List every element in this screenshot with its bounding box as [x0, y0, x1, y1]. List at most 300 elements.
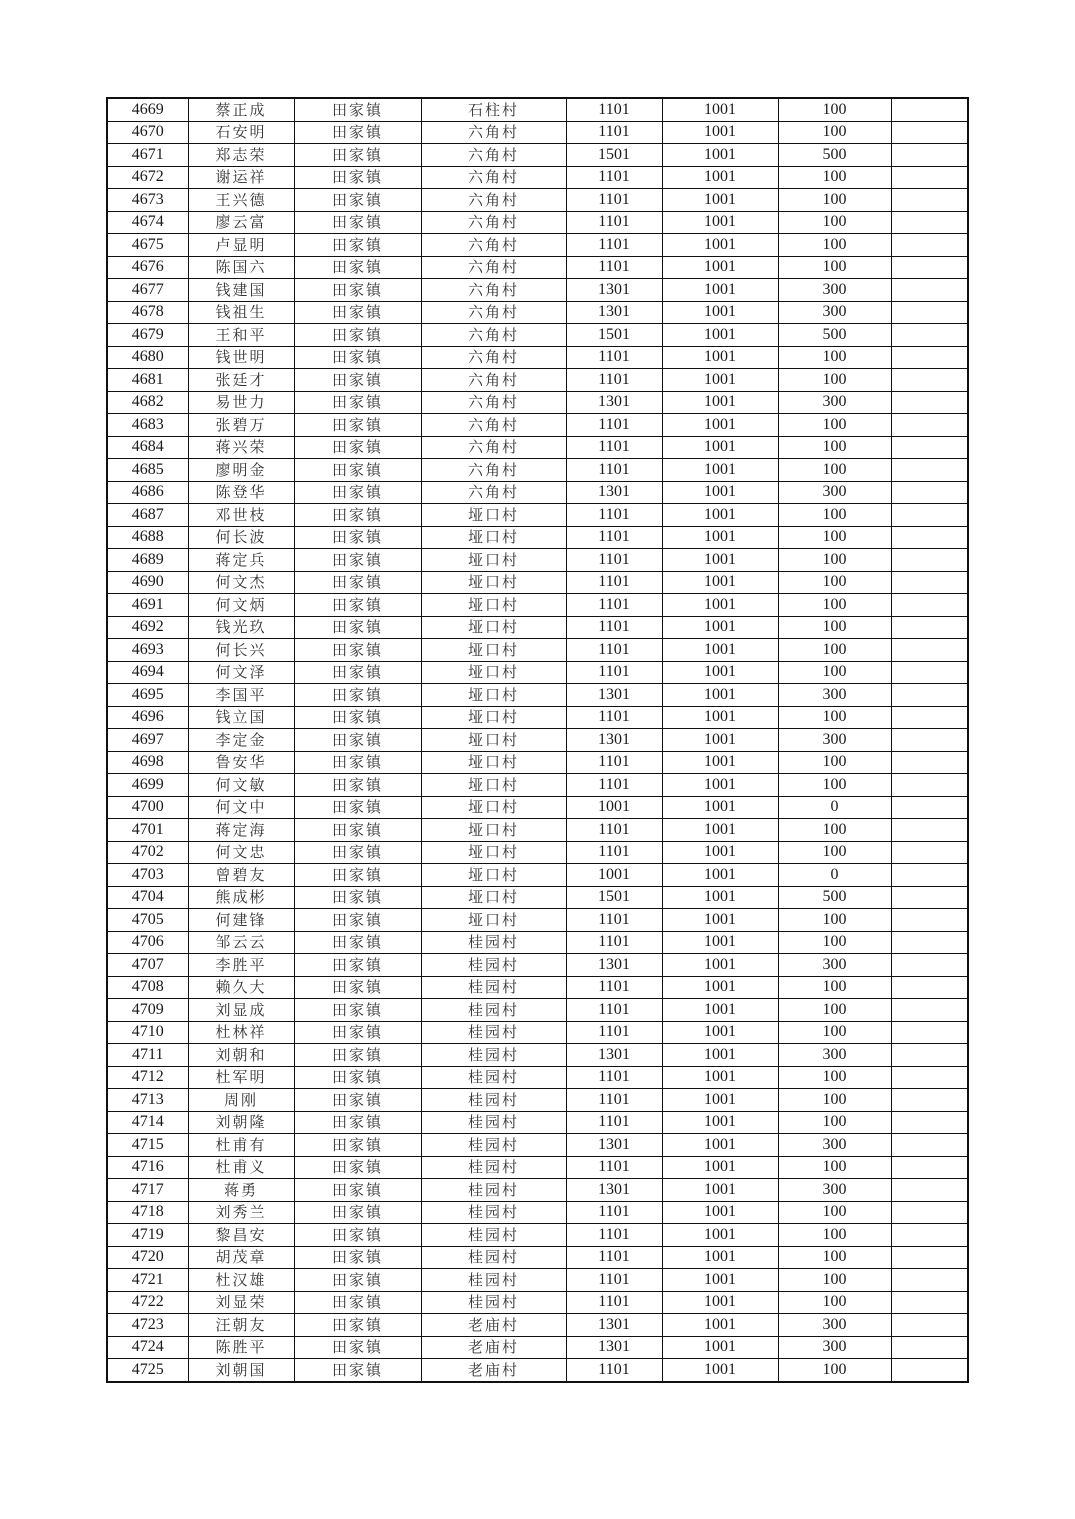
table-row: [107, 796, 968, 819]
serial-number-cell: 4721: [107, 1269, 188, 1292]
serial-number-cell: 4716: [107, 1156, 188, 1179]
code-b-cell: 1001: [662, 346, 778, 369]
code-b-cell: 1001: [662, 1066, 778, 1089]
table-row: [107, 301, 968, 324]
village-cell: 垭口村: [421, 819, 566, 842]
code-b-cell: 1001: [662, 684, 778, 707]
code-b-cell: 1001: [662, 211, 778, 234]
code-b-cell: 1001: [662, 751, 778, 774]
code-a-cell: 1101: [566, 346, 662, 369]
code-a-cell: 1101: [566, 1246, 662, 1269]
amount-cell: 100: [778, 369, 891, 392]
village-cell: 垭口村: [421, 504, 566, 527]
table-row: [107, 279, 968, 302]
amount-cell: 100: [778, 751, 891, 774]
serial-number-cell: 4671: [107, 144, 188, 167]
remark-cell: [891, 864, 968, 887]
village-cell: 垭口村: [421, 864, 566, 887]
amount-cell: 300: [778, 954, 891, 977]
village-cell: 六角村: [421, 481, 566, 504]
amount-cell: 100: [778, 1089, 891, 1112]
village-cell: 桂园村: [421, 1201, 566, 1224]
table-row: [107, 1044, 968, 1067]
code-b-cell: 1001: [662, 1224, 778, 1247]
village-cell: 垭口村: [421, 549, 566, 572]
amount-cell: 100: [778, 121, 891, 144]
code-a-cell: 1101: [566, 841, 662, 864]
serial-number-cell: 4681: [107, 369, 188, 392]
table-row: [107, 256, 968, 279]
table-row: [107, 684, 968, 707]
village-cell: 桂园村: [421, 1179, 566, 1202]
amount-cell: 100: [778, 1201, 891, 1224]
village-cell: 垭口村: [421, 661, 566, 684]
serial-number-cell: 4708: [107, 976, 188, 999]
town-cell: 田家镇: [294, 346, 421, 369]
table-row: [107, 121, 968, 144]
village-cell: 桂园村: [421, 1044, 566, 1067]
remark-cell: [891, 279, 968, 302]
code-b-cell: 1001: [662, 796, 778, 819]
code-b-cell: 1001: [662, 166, 778, 189]
town-cell: 田家镇: [294, 98, 421, 121]
serial-number-cell: 4672: [107, 166, 188, 189]
table-row: [107, 841, 968, 864]
remark-cell: [891, 324, 968, 347]
table-row: [107, 999, 968, 1022]
serial-number-cell: 4682: [107, 391, 188, 414]
serial-number-cell: 4711: [107, 1044, 188, 1067]
remark-cell: [891, 144, 968, 167]
village-cell: 桂园村: [421, 1156, 566, 1179]
name-cell: 何文杰: [188, 571, 294, 594]
name-cell: 李定金: [188, 729, 294, 752]
village-cell: 垭口村: [421, 571, 566, 594]
name-cell: 谢运祥: [188, 166, 294, 189]
table-row: [107, 1089, 968, 1112]
amount-cell: 300: [778, 1179, 891, 1202]
serial-number-cell: 4673: [107, 189, 188, 212]
town-cell: 田家镇: [294, 1066, 421, 1089]
amount-cell: 100: [778, 234, 891, 257]
name-cell: 蒋兴荣: [188, 436, 294, 459]
village-cell: 垭口村: [421, 616, 566, 639]
town-cell: 田家镇: [294, 976, 421, 999]
town-cell: 田家镇: [294, 1201, 421, 1224]
remark-cell: [891, 391, 968, 414]
code-a-cell: 1101: [566, 1291, 662, 1314]
village-cell: 老庙村: [421, 1314, 566, 1337]
village-cell: 桂园村: [421, 976, 566, 999]
remark-cell: [891, 639, 968, 662]
name-cell: 李国平: [188, 684, 294, 707]
town-cell: 田家镇: [294, 256, 421, 279]
remark-cell: [891, 1291, 968, 1314]
name-cell: 何建锋: [188, 909, 294, 932]
table-row: [107, 1336, 968, 1359]
village-cell: 六角村: [421, 324, 566, 347]
code-b-cell: 1001: [662, 1044, 778, 1067]
table-row: [107, 1156, 968, 1179]
remark-cell: [891, 98, 968, 121]
village-cell: 垭口村: [421, 751, 566, 774]
code-a-cell: 1101: [566, 1021, 662, 1044]
village-cell: 桂园村: [421, 1291, 566, 1314]
town-cell: 田家镇: [294, 1134, 421, 1157]
code-a-cell: 1101: [566, 751, 662, 774]
town-cell: 田家镇: [294, 414, 421, 437]
serial-number-cell: 4706: [107, 931, 188, 954]
amount-cell: 0: [778, 864, 891, 887]
table-row: [107, 954, 968, 977]
name-cell: 李胜平: [188, 954, 294, 977]
name-cell: 蒋定兵: [188, 549, 294, 572]
remark-cell: [891, 369, 968, 392]
code-a-cell: 1101: [566, 616, 662, 639]
village-cell: 六角村: [421, 436, 566, 459]
code-b-cell: 1001: [662, 864, 778, 887]
code-b-cell: 1001: [662, 706, 778, 729]
village-cell: 垭口村: [421, 729, 566, 752]
name-cell: 杜军明: [188, 1066, 294, 1089]
serial-number-cell: 4717: [107, 1179, 188, 1202]
serial-number-cell: 4722: [107, 1291, 188, 1314]
table-row: [107, 481, 968, 504]
table-row: [107, 729, 968, 752]
code-b-cell: 1001: [662, 1246, 778, 1269]
name-cell: 钱祖生: [188, 301, 294, 324]
remark-cell: [891, 1314, 968, 1337]
serial-number-cell: 4710: [107, 1021, 188, 1044]
town-cell: 田家镇: [294, 1314, 421, 1337]
amount-cell: 500: [778, 886, 891, 909]
code-b-cell: 1001: [662, 1111, 778, 1134]
remark-cell: [891, 549, 968, 572]
village-cell: 六角村: [421, 459, 566, 482]
code-b-cell: 1001: [662, 1179, 778, 1202]
amount-cell: 100: [778, 819, 891, 842]
village-cell: 六角村: [421, 346, 566, 369]
serial-number-cell: 4695: [107, 684, 188, 707]
code-b-cell: 1001: [662, 481, 778, 504]
code-b-cell: 1001: [662, 301, 778, 324]
remark-cell: [891, 1246, 968, 1269]
code-a-cell: 1101: [566, 436, 662, 459]
amount-cell: 100: [778, 594, 891, 617]
table-row: [107, 1021, 968, 1044]
town-cell: 田家镇: [294, 549, 421, 572]
village-cell: 垭口村: [421, 774, 566, 797]
amount-cell: 300: [778, 391, 891, 414]
name-cell: 郑志荣: [188, 144, 294, 167]
amount-cell: 300: [778, 279, 891, 302]
amount-cell: 100: [778, 98, 891, 121]
table-row: [107, 1179, 968, 1202]
name-cell: 赖久大: [188, 976, 294, 999]
serial-number-cell: 4715: [107, 1134, 188, 1157]
roster-table-body: [107, 98, 968, 1382]
name-cell: 黎昌安: [188, 1224, 294, 1247]
remark-cell: [891, 886, 968, 909]
roster-table: [106, 97, 969, 1383]
serial-number-cell: 4680: [107, 346, 188, 369]
town-cell: 田家镇: [294, 234, 421, 257]
serial-number-cell: 4702: [107, 841, 188, 864]
amount-cell: 100: [778, 999, 891, 1022]
remark-cell: [891, 751, 968, 774]
amount-cell: 100: [778, 706, 891, 729]
remark-cell: [891, 166, 968, 189]
amount-cell: 100: [778, 976, 891, 999]
remark-cell: [891, 1269, 968, 1292]
amount-cell: 100: [778, 841, 891, 864]
amount-cell: 100: [778, 189, 891, 212]
serial-number-cell: 4698: [107, 751, 188, 774]
town-cell: 田家镇: [294, 909, 421, 932]
name-cell: 蔡正成: [188, 98, 294, 121]
serial-number-cell: 4694: [107, 661, 188, 684]
name-cell: 刘秀兰: [188, 1201, 294, 1224]
name-cell: 王兴德: [188, 189, 294, 212]
town-cell: 田家镇: [294, 1179, 421, 1202]
remark-cell: [891, 976, 968, 999]
code-a-cell: 1101: [566, 1089, 662, 1112]
name-cell: 何文炳: [188, 594, 294, 617]
table-row: [107, 211, 968, 234]
remark-cell: [891, 481, 968, 504]
amount-cell: 300: [778, 1336, 891, 1359]
table-row: [107, 369, 968, 392]
remark-cell: [891, 301, 968, 324]
remark-cell: [891, 616, 968, 639]
serial-number-cell: 4718: [107, 1201, 188, 1224]
code-a-cell: 1101: [566, 98, 662, 121]
table-row: [107, 1291, 968, 1314]
village-cell: 桂园村: [421, 1134, 566, 1157]
village-cell: 桂园村: [421, 1224, 566, 1247]
remark-cell: [891, 504, 968, 527]
code-b-cell: 1001: [662, 189, 778, 212]
amount-cell: 100: [778, 1291, 891, 1314]
town-cell: 田家镇: [294, 819, 421, 842]
code-b-cell: 1001: [662, 841, 778, 864]
village-cell: 六角村: [421, 121, 566, 144]
serial-number-cell: 4707: [107, 954, 188, 977]
serial-number-cell: 4723: [107, 1314, 188, 1337]
serial-number-cell: 4677: [107, 279, 188, 302]
remark-cell: [891, 1179, 968, 1202]
code-a-cell: 1101: [566, 166, 662, 189]
code-b-cell: 1001: [662, 279, 778, 302]
name-cell: 王和平: [188, 324, 294, 347]
name-cell: 何长兴: [188, 639, 294, 662]
remark-cell: [891, 796, 968, 819]
serial-number-cell: 4693: [107, 639, 188, 662]
town-cell: 田家镇: [294, 391, 421, 414]
town-cell: 田家镇: [294, 166, 421, 189]
serial-number-cell: 4714: [107, 1111, 188, 1134]
serial-number-cell: 4669: [107, 98, 188, 121]
code-a-cell: 1101: [566, 121, 662, 144]
code-b-cell: 1001: [662, 1269, 778, 1292]
town-cell: 田家镇: [294, 729, 421, 752]
remark-cell: [891, 909, 968, 932]
code-a-cell: 1101: [566, 571, 662, 594]
village-cell: 垭口村: [421, 526, 566, 549]
serial-number-cell: 4703: [107, 864, 188, 887]
town-cell: 田家镇: [294, 571, 421, 594]
village-cell: 老庙村: [421, 1359, 566, 1382]
name-cell: 熊成彬: [188, 886, 294, 909]
name-cell: 汪朝友: [188, 1314, 294, 1337]
serial-number-cell: 4683: [107, 414, 188, 437]
town-cell: 田家镇: [294, 999, 421, 1022]
remark-cell: [891, 774, 968, 797]
amount-cell: 300: [778, 684, 891, 707]
village-cell: 桂园村: [421, 1066, 566, 1089]
table-row: [107, 616, 968, 639]
town-cell: 田家镇: [294, 481, 421, 504]
town-cell: 田家镇: [294, 684, 421, 707]
village-cell: 六角村: [421, 234, 566, 257]
village-cell: 六角村: [421, 369, 566, 392]
amount-cell: 100: [778, 639, 891, 662]
amount-cell: 0: [778, 796, 891, 819]
village-cell: 桂园村: [421, 1246, 566, 1269]
name-cell: 刘朝和: [188, 1044, 294, 1067]
table-row: [107, 639, 968, 662]
name-cell: 刘显成: [188, 999, 294, 1022]
village-cell: 石柱村: [421, 98, 566, 121]
code-a-cell: 1101: [566, 1269, 662, 1292]
code-a-cell: 1101: [566, 256, 662, 279]
town-cell: 田家镇: [294, 954, 421, 977]
name-cell: 石安明: [188, 121, 294, 144]
serial-number-cell: 4675: [107, 234, 188, 257]
amount-cell: 300: [778, 481, 891, 504]
code-b-cell: 1001: [662, 639, 778, 662]
code-a-cell: 1301: [566, 1134, 662, 1157]
amount-cell: 100: [778, 256, 891, 279]
code-b-cell: 1001: [662, 1134, 778, 1157]
serial-number-cell: 4687: [107, 504, 188, 527]
serial-number-cell: 4686: [107, 481, 188, 504]
serial-number-cell: 4705: [107, 909, 188, 932]
amount-cell: 100: [778, 504, 891, 527]
name-cell: 蒋勇: [188, 1179, 294, 1202]
amount-cell: 500: [778, 144, 891, 167]
serial-number-cell: 4676: [107, 256, 188, 279]
code-a-cell: 1101: [566, 774, 662, 797]
table-row: [107, 234, 968, 257]
code-a-cell: 1101: [566, 526, 662, 549]
code-b-cell: 1001: [662, 144, 778, 167]
name-cell: 陈登华: [188, 481, 294, 504]
village-cell: 六角村: [421, 256, 566, 279]
amount-cell: 100: [778, 436, 891, 459]
town-cell: 田家镇: [294, 1359, 421, 1382]
code-a-cell: 1301: [566, 1314, 662, 1337]
table-row: [107, 931, 968, 954]
name-cell: 张廷才: [188, 369, 294, 392]
amount-cell: 100: [778, 414, 891, 437]
name-cell: 刘朝隆: [188, 1111, 294, 1134]
town-cell: 田家镇: [294, 1089, 421, 1112]
table-row: [107, 1201, 968, 1224]
town-cell: 田家镇: [294, 1224, 421, 1247]
name-cell: 钱光玖: [188, 616, 294, 639]
serial-number-cell: 4697: [107, 729, 188, 752]
town-cell: 田家镇: [294, 661, 421, 684]
remark-cell: [891, 1089, 968, 1112]
serial-number-cell: 4699: [107, 774, 188, 797]
village-cell: 六角村: [421, 166, 566, 189]
code-b-cell: 1001: [662, 234, 778, 257]
village-cell: 桂园村: [421, 931, 566, 954]
code-a-cell: 1101: [566, 369, 662, 392]
table-row: [107, 1359, 968, 1382]
name-cell: 何文泽: [188, 661, 294, 684]
village-cell: 六角村: [421, 301, 566, 324]
name-cell: 卢显明: [188, 234, 294, 257]
table-row: [107, 909, 968, 932]
code-a-cell: 1101: [566, 1066, 662, 1089]
code-b-cell: 1001: [662, 526, 778, 549]
remark-cell: [891, 1066, 968, 1089]
town-cell: 田家镇: [294, 1044, 421, 1067]
serial-number-cell: 4720: [107, 1246, 188, 1269]
code-b-cell: 1001: [662, 1021, 778, 1044]
amount-cell: 100: [778, 459, 891, 482]
town-cell: 田家镇: [294, 639, 421, 662]
remark-cell: [891, 729, 968, 752]
code-a-cell: 1301: [566, 1179, 662, 1202]
village-cell: 垭口村: [421, 886, 566, 909]
code-b-cell: 1001: [662, 1089, 778, 1112]
serial-number-cell: 4709: [107, 999, 188, 1022]
code-b-cell: 1001: [662, 886, 778, 909]
village-cell: 六角村: [421, 144, 566, 167]
remark-cell: [891, 211, 968, 234]
code-b-cell: 1001: [662, 616, 778, 639]
table-row: [107, 819, 968, 842]
town-cell: 田家镇: [294, 774, 421, 797]
table-row: [107, 504, 968, 527]
code-b-cell: 1001: [662, 954, 778, 977]
table-row: [107, 594, 968, 617]
remark-cell: [891, 661, 968, 684]
code-b-cell: 1001: [662, 1156, 778, 1179]
serial-number-cell: 4678: [107, 301, 188, 324]
code-b-cell: 1001: [662, 504, 778, 527]
code-a-cell: 1301: [566, 279, 662, 302]
remark-cell: [891, 459, 968, 482]
table-row: [107, 1246, 968, 1269]
town-cell: 田家镇: [294, 1021, 421, 1044]
town-cell: 田家镇: [294, 1246, 421, 1269]
village-cell: 桂园村: [421, 999, 566, 1022]
town-cell: 田家镇: [294, 436, 421, 459]
code-b-cell: 1001: [662, 1314, 778, 1337]
name-cell: 何文敏: [188, 774, 294, 797]
remark-cell: [891, 1111, 968, 1134]
code-b-cell: 1001: [662, 931, 778, 954]
serial-number-cell: 4713: [107, 1089, 188, 1112]
table-row: [107, 661, 968, 684]
serial-number-cell: 4712: [107, 1066, 188, 1089]
amount-cell: 100: [778, 931, 891, 954]
town-cell: 田家镇: [294, 1269, 421, 1292]
